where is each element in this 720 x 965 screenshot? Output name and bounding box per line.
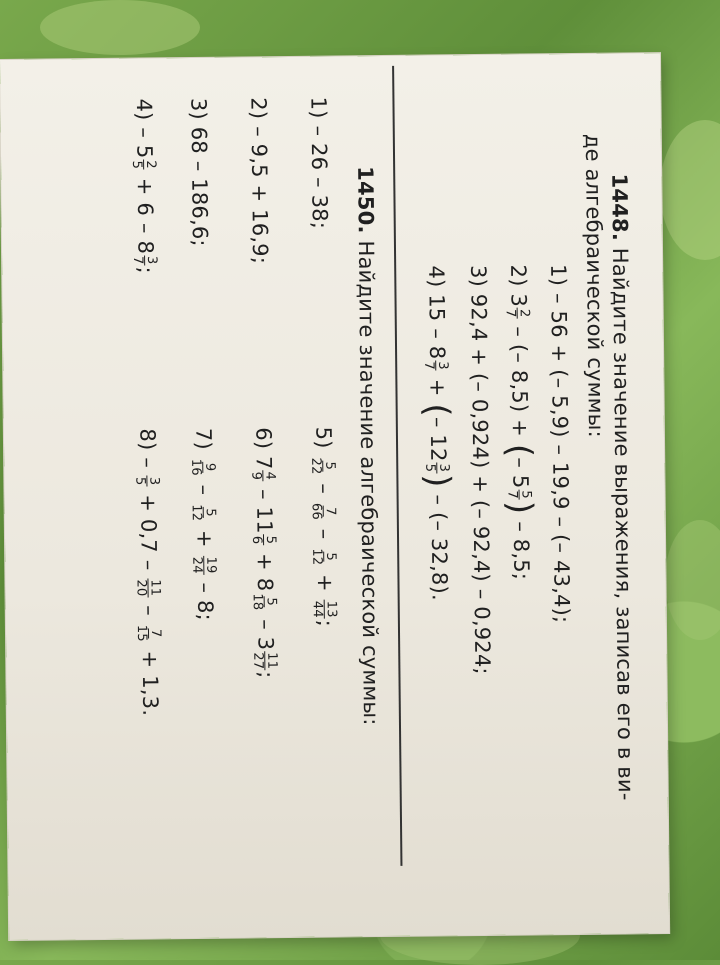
expression-text: – 8,5; — [508, 514, 534, 581]
problem-1448-title — [607, 173, 638, 800]
fabric-pattern — [665, 520, 720, 640]
mixed-whole: 5 — [508, 474, 533, 489]
problem-1448-item-1: 1) – 56 + (– 5,9) – 19,9 – (– 43,4); — [546, 264, 574, 624]
fraction: 3 7 — [130, 255, 160, 265]
fraction: 5 7 — [505, 490, 535, 500]
mixed-whole: 8 — [425, 345, 450, 360]
item-label: 2) — [506, 264, 531, 294]
problem-1448-item-4: 4) 15 – 8 3 7 + (– 12 3 5 ) – (– 32,8). — [416, 265, 458, 601]
problem-number: 1450. — [353, 166, 378, 234]
rotated-text-block — [10, 63, 639, 909]
problem-1450-title — [353, 166, 383, 726]
problem-1450-item-1: 1) – 26 – 38; — [306, 96, 332, 230]
paren: ) — [417, 473, 458, 488]
fabric-pattern — [40, 0, 200, 55]
fraction: 3 5 — [132, 476, 162, 486]
fraction: 7 66 — [308, 502, 338, 520]
problem-1450-item-7: 7) 9 16 – 5 12 + 19 24 – 8; — [188, 427, 219, 622]
fraction: 4 9 — [248, 471, 278, 481]
fraction: 5 18 — [249, 593, 279, 611]
fraction: 5 6 — [248, 535, 279, 545]
problem-1450-item-5: 5) 5 22 – 7 66 – 5 12 + 13 44 ; — [308, 426, 339, 628]
item-label: 4) 15 – — [424, 265, 450, 346]
item-label: 6) — [251, 427, 276, 457]
item-label: 8) – — [135, 428, 160, 476]
paren: ) — [499, 500, 540, 515]
problem-1450-item-3: 3) 68 – 186,6; — [186, 97, 212, 247]
fraction: 11 27 — [250, 652, 280, 670]
fraction: 5 12 — [188, 504, 218, 522]
section-divider — [392, 66, 402, 866]
fraction: 3 5 — [422, 463, 452, 473]
fraction: 13 44 — [309, 600, 339, 618]
mixed-whole: 3 — [506, 293, 531, 308]
fraction: 9 16 — [188, 458, 218, 476]
fraction: 19 24 — [189, 556, 219, 574]
mixed-whole: 8 — [133, 240, 158, 255]
fraction: 5 12 — [309, 548, 339, 566]
expression-text: + — [425, 371, 450, 404]
problem-text: Найдите значение выражения, записав его в ви- — [608, 247, 638, 801]
fraction: 2 7 — [503, 308, 533, 318]
problem-1450-item-2: 2) – 9,5 + 16,9; — [246, 97, 273, 265]
fraction: 11 20 — [133, 579, 163, 597]
problem-1450-item-4 — [129, 98, 158, 274]
textbook-page — [0, 53, 669, 940]
item-label: 4) – — [131, 98, 157, 146]
fabric-pattern — [660, 120, 720, 260]
problem-text: Найдите значение алгебраической суммы: — [353, 240, 383, 726]
problem-number: 1448. — [607, 173, 632, 242]
problem-1450-item-8: 8) – 3 5 + 0,7 – 11 20 – 7 15 + 1,3. — [132, 428, 164, 717]
mixed-whole: 5 — [132, 144, 157, 159]
expression-text: + 6 – — [132, 170, 158, 241]
paren: ( — [499, 443, 540, 458]
paren: ( — [416, 403, 457, 418]
expression-text: ; — [133, 266, 158, 274]
fraction: 2 5 — [129, 160, 159, 170]
item-label: 7) — [191, 427, 216, 457]
expression-text: – (– 8,5) + — [506, 319, 533, 444]
problem-1448-title-cont: де алгебраической суммы: — [580, 133, 608, 438]
fraction: 7 15 — [133, 624, 164, 642]
problem-1448-item-2: 2) 3 2 7 – (– 8,5) + (– 5 5 7 ) – 8,5; — [499, 264, 540, 581]
problem-1448-item-3: 3) 92,4 + (– 0,924) + (– 92,4) – 0,924; — [466, 264, 495, 675]
mixed-whole: 12 — [425, 434, 451, 462]
item-label: 5) — [311, 426, 336, 456]
fraction: 3 7 — [421, 361, 451, 371]
fraction: 5 22 — [308, 457, 338, 475]
problem-1450-item-6: 6) 7 4 9 – 11 5 6 + 8 5 18 – 3 11 27 ; — [248, 427, 280, 679]
expression-text: – (– 32,8). — [426, 487, 452, 601]
